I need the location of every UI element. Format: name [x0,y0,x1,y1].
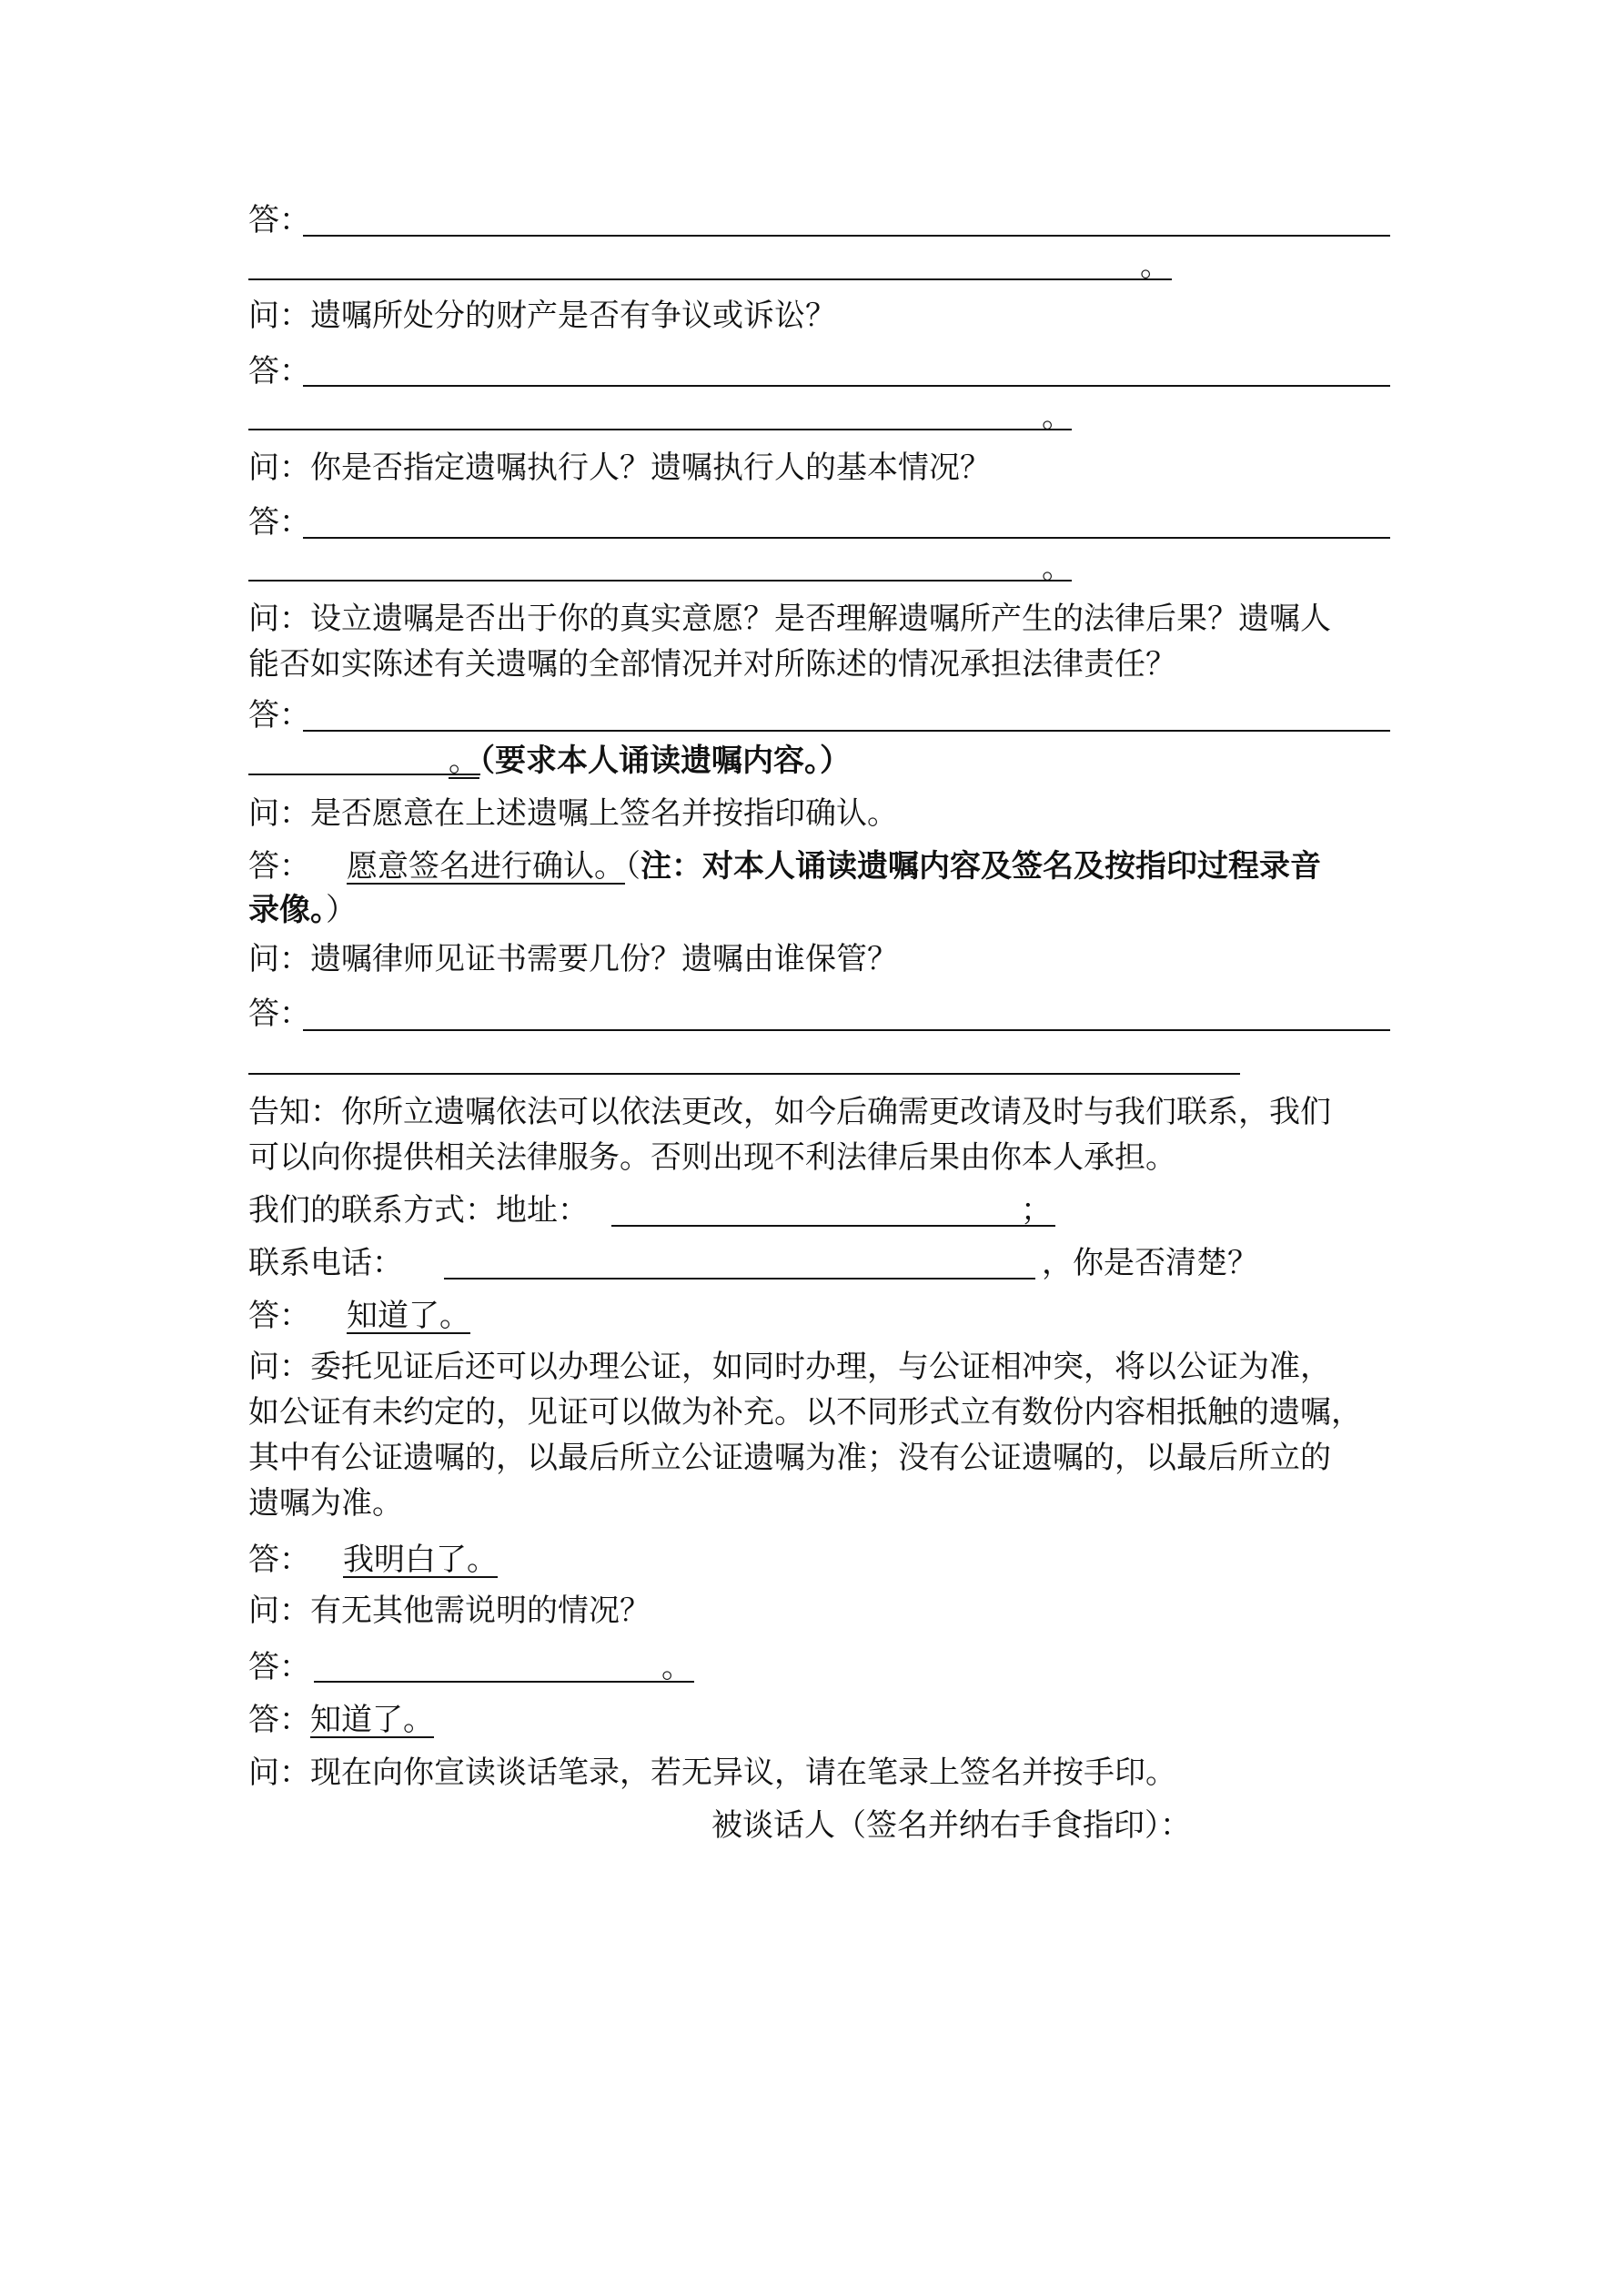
note-bracket: （ [625,848,641,885]
phone-label: 联系电话： [248,1245,403,1281]
contact-phone-line [248,1241,403,1285]
phone-blank-rule [444,1278,1035,1279]
answer-blank-rule [248,1073,1240,1075]
answer-line [248,501,310,544]
line-end: ，你是否清楚？ [1042,1245,1258,1281]
question-line: 如公证有未约定的，见证可以做为补充。以不同形式立有数份内容相抵触的遗嘱， [248,1394,1362,1431]
answer-text: 知道了。 [310,1702,434,1738]
question-line: 其中有公证遗嘱的，以最后所立公证遗嘱为准；没有公证遗嘱的，以最后所立的 [248,1440,1331,1476]
answer-line [248,198,310,242]
instruction-note: 注：对本人诵读遗嘱内容及签名及按指印过程录音 [641,848,1321,885]
answer-blank-rule [303,385,1390,387]
address-label: 我们的联系方式：地址： [248,1192,589,1229]
answer-blank-rule [248,580,1072,582]
line-end: 。 [1042,399,1073,435]
line-end [449,739,851,783]
answer-line [248,1294,470,1338]
question-line: 问：设立遗嘱是否出于你的真实意愿？是否理解遗嘱所产生的法律后果？遗嘱人 [248,601,1331,637]
answer-line [248,349,310,393]
answer-text: 我明白了。 [343,1542,498,1578]
answer-label: 答： [248,848,310,885]
notice-line: 告知：你所立遗嘱依法可以依法更改，如今后确需更改请及时与我们联系，我们 [248,1094,1331,1130]
question-line: 问：遗嘱所处分的财产是否有争议或诉讼？ [248,298,836,334]
line-end: 。 [661,1649,692,1685]
answer-label: 答： [248,504,310,541]
answer-line [248,1645,310,1689]
answer-label: 答： [248,697,310,733]
question-line: 问：现在向你宣读谈话笔录，若无异议，请在笔录上签名并按手印。 [248,1755,1176,1791]
answer-blank-rule [248,429,1072,430]
answer-label: 答： [248,996,310,1032]
address-blank-rule [611,1225,1055,1227]
note-continuation [248,888,357,932]
answer-line [248,845,1321,888]
answer-label: 答： [248,202,310,238]
question-line: 遗嘱为准。 [248,1485,403,1522]
question-line: 问：委托见证后还可以办理公证，如同时办理，与公证相冲突，将以公证为准， [248,1349,1331,1385]
instruction-note: （要求本人诵读遗嘱内容。） [479,743,851,779]
line-end: ； [1021,1192,1052,1229]
instruction-note: 录像。 [248,892,326,928]
answer-blank-rule [303,1029,1390,1031]
answer-line [248,1538,498,1582]
contact-address-line [248,1188,589,1232]
answer-text: 知道了。 [347,1298,470,1334]
answer-text: 愿意签名进行确认。 [347,848,625,885]
question-line: 问：是否愿意在上述遗嘱上签名并按指印确认。 [248,795,898,832]
answer-label: 答： [248,1542,310,1578]
answer-line [248,693,310,737]
question-line: 能否如实陈述有关遗嘱的全部情况并对所陈述的情况承担法律责任？ [248,646,1176,683]
answer-label: 答： [248,353,310,389]
line-end: 。 [1140,248,1171,284]
answer-line [248,992,310,1036]
answer-line [248,1698,434,1742]
line-end: 。 [1042,550,1073,586]
answer-blank-rule [248,774,480,775]
question-line: 问：你是否指定遗嘱执行人？遗嘱执行人的基本情况？ [248,450,991,486]
answer-label: 答： [248,1298,310,1334]
answer-blank-rule [303,730,1390,732]
answer-label: 答： [248,1702,310,1738]
answer-blank-rule [303,537,1390,539]
answer-blank-rule [303,235,1390,237]
question-line: 问：有无其他需说明的情况？ [248,1593,651,1629]
answer-blank-rule [248,278,1172,280]
answer-label: 答： [248,1649,310,1685]
note-bracket: ） [326,892,357,928]
period: 。 [449,743,479,779]
answer-blank-rule [314,1681,694,1683]
question-line: 问：遗嘱律师见证书需要几份？遗嘱由谁保管？ [248,941,898,977]
signature-label: 被谈话人（签名并纳右手食指印）： [711,1807,1191,1844]
notice-line: 可以向你提供相关法律服务。否则出现不利法律后果由你本人承担。 [248,1139,1176,1176]
